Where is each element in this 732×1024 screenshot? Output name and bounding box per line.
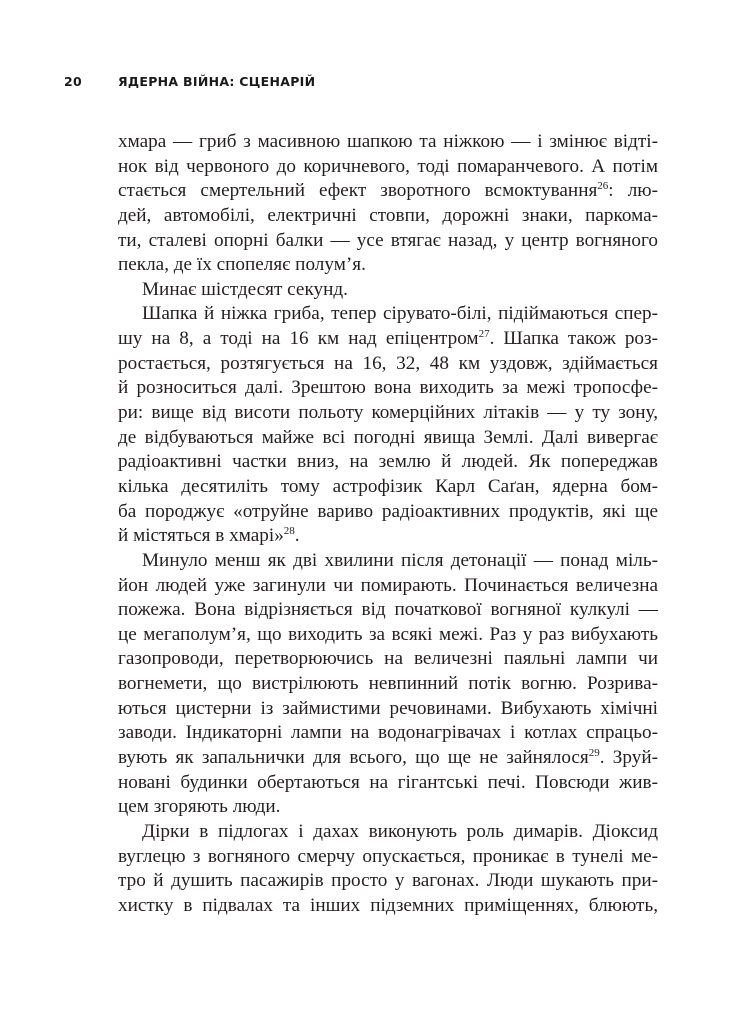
paragraph-start: Минає шістдесят секунд.	[142, 278, 348, 300]
footnote-ref-29[interactable]: 29	[588, 747, 600, 760]
text-line: вогнемети, що вистрілюють невпинний потік вогню. Розрива-	[118, 673, 658, 695]
text-line: йон людей уже загинули чи помирають. Починається величезна	[118, 574, 658, 596]
body-text	[118, 130, 658, 919]
text-line: пожежа. Вона відрізняється від початкової вогняної кулкулі —	[118, 599, 658, 621]
running-header	[0, 74, 732, 94]
text-line: ються цистерни із займистими речовинами. Вибухають хімічні	[118, 697, 658, 719]
text-line: й містяться в хмарі»$^{28}$.	[118, 525, 300, 547]
text-line: й розноситься далі. Зрештою вона виходить за межі тропосфе-	[118, 377, 658, 399]
text-line: кілька десятиліть тому астрофізик Карл Саґан, ядерна бом-	[118, 475, 658, 497]
text-line: ба породжує «отруйне вариво радіоактивних продуктів, які ще	[118, 500, 658, 522]
text-line: це мегаполум’я, що виходить за всякі межі. Раз у раз вибухають	[118, 623, 658, 645]
text-line: дей, автомобілі, електричні стовпи, дорожні знаки, паркома-	[118, 204, 658, 226]
text-line: ри: вище від висоти польоту комерційних літаків — у ту зону,	[118, 402, 658, 424]
paragraph-start: Минуло менш як дві хвилини після детонації — понад міль-	[142, 549, 658, 571]
text-line: стається смертельний ефект зворотного всмоктування$^{26}$: лю-	[118, 180, 658, 202]
paragraph-start: Шапка й ніжка гриба, тепер сірувато-білі, підіймаються спер-	[142, 303, 658, 325]
text-line: хмара — гриб з масивною шапкою та ніжкою — і змінює відті-	[118, 131, 658, 152]
text-line: радіоактивні частки вниз, на землю й людей. Як попереджав	[118, 451, 658, 473]
footnote-ref-28[interactable]: 28	[283, 525, 295, 538]
text-line: новані будинки обертаються на гігантські печі. Повсюди жив-	[118, 771, 658, 793]
text-line: тро й душить пасажирів просто у вагонах. Люди шукають при-	[118, 870, 658, 892]
footnote-ref-26[interactable]: 26	[597, 180, 609, 193]
text-line: вуглецю з вогняного смерчу опускається, проникає в тунелі ме-	[118, 845, 658, 867]
text-line: шу на 8, а тоді на 16 км над епіцентром$^{27}$. Шапка також роз-	[118, 328, 658, 350]
text-line: заводи. Індикаторні лампи на водонагрівачах і котлах спрацьо-	[118, 722, 658, 744]
text-line: де відбуваються майже всі погодні явища Землі. Далі вивергає	[118, 426, 658, 448]
text-line: вують як запальнички для всього, що ще не зайнялося$^{29}$. Зруй-	[118, 747, 658, 769]
paragraph-start: Дірки в підлогах і дахах виконують роль димарів. Діоксид	[142, 820, 658, 842]
text-line: ти, сталеві опорні балки — усе втягає назад, у центр вогняного	[118, 229, 658, 251]
text-line: газопроводи, перетворюючись на величезні паяльні лампи чи	[118, 648, 658, 670]
text-line: пекла, де їх спопеляє полум’я.	[118, 254, 366, 276]
text-line: ростається, розтягується на 16, 32, 48 км уздовж, здіймається	[118, 352, 658, 374]
text-line: цем згоряють люди.	[118, 796, 281, 818]
text-line: хистку в підвалах та інших підземних приміщеннях, блюють,	[118, 894, 658, 916]
footnote-ref-27[interactable]: 27	[478, 328, 490, 341]
page-number: 20	[64, 74, 82, 89]
book-title: ЯДЕРНА ВІЙНА: СЦЕНАРІЙ	[118, 74, 316, 89]
text-line: нок від червоного до коричневого, тоді помаранчевого. А потім	[118, 155, 658, 177]
